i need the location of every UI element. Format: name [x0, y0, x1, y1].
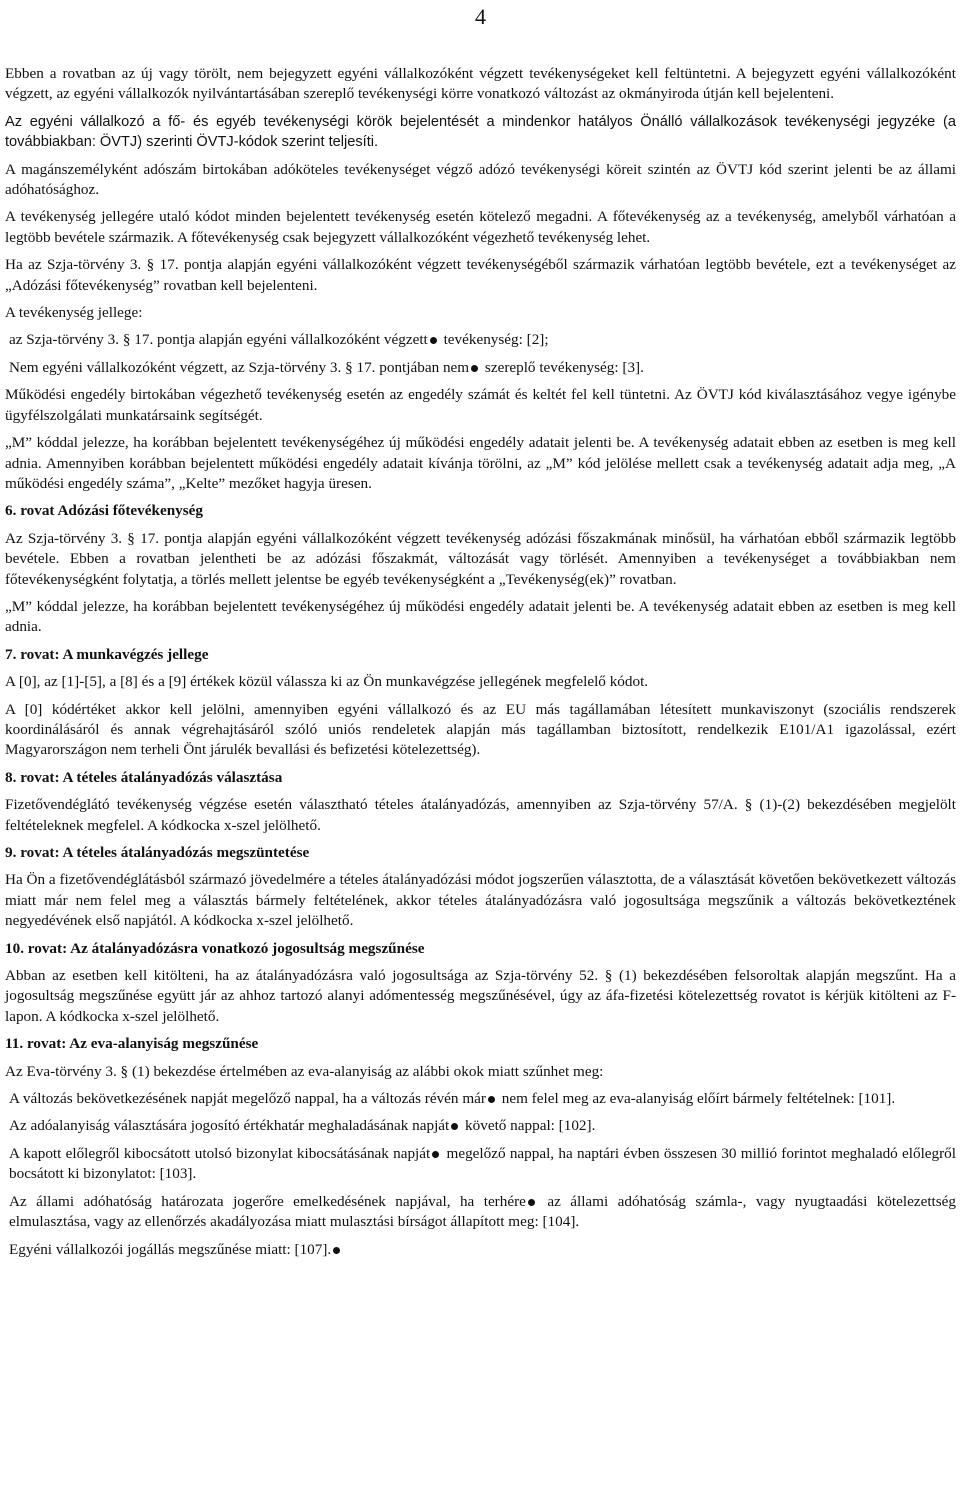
section-9-p1: Ha Ön a fizetővendéglátásból származó jövedelmére a tételes átalányadózási módot jogszerűen választotta, de a választását követően bekövetkezett változás miatt már nem felel meg a választás bármely feltételének, akkor tételes átalányadózásra való jogosultsága megszűnik a változás bekövetkeztének negyedévének első napjától. A kódkocka x-szel jelölhető.: [5, 871, 956, 930]
activity-code-paragraph: A tevékenység jellegére utaló kódot minden bejelentett tevékenység esetén kötelező megadni. A főtevékenység az a tevékenység, amelyből várhatóan a legtöbb bevétele származik. A főtevékenység csak bejegyzett vállalkozóként végezhető tevékenység lehet.: [5, 208, 956, 246]
bullet-icon: [451, 1123, 458, 1130]
license-paragraph: Működési engedély birtokában végezhető tevékenység esetén az engedély számát és keltét fel kell tüntetni. Az ÖVTJ kód kiválasztásához vegye igénybe ügyfélszolgálati munkatársaink segítségét.: [5, 386, 956, 424]
eva-reason-102: Az adóalanyiság választására jogosító értékhatár meghaladásának napját követő nappal: [102].: [9, 1117, 596, 1135]
section-6-p1: Az Szja-törvény 3. § 17. pontja alapján egyéni vállalkozóként végzett tevékenység adózási főszakmának minősül, ha várhatóan ebből származik legtöbb bevétele. Ebben a rovatban jelentheti be az adózási főszakmát, változását vagy törlését. Amennyiben a tevékenységet a továbbiakban nem főtevékenységként folytatja, a törlés mellett jelentse be egyéb tevékenységként a „Tevékenység(ek)” rovatban.: [5, 529, 956, 588]
section-7-p2: A [0] kódértéket akkor kell jelölni, amennyiben egyéni vállalkozó és az EU más tagállamában létesített munkaviszonyt (szociális rendszerek koordinálásáról és annak végrehajtásáról szóló uniós rendeletek alapján más tagállamban biztosított, rendelkezik E101/A1 igazolással, ezért Magyarországon nem terheli Önt járulék bevallási és befizetési kötelezettség).: [5, 700, 956, 759]
document-body: [5, 64, 956, 1267]
bullet-icon: [528, 1199, 535, 1206]
bullet-icon: [432, 1151, 439, 1158]
section-10-title: 10. rovat: Az átalányadózásra vonatkozó jogosultság megszűnése: [5, 939, 425, 957]
bullet-icon: [471, 365, 478, 372]
eva-reason-103: A kapott előlegről kibocsátott utolsó bizonylat kibocsátásának napját megelőző nappal, ha naptári évben összesen 30 millió forintot meghaladó előlegről bocsátott ki bizonylatot: [103].: [9, 1144, 956, 1183]
section-8-p1: Fizetővendéglátó tevékenység végzése esetén választható tételes átalányadózás, amennyiben az Szja-törvény 57/A. § (1)-(2) bekezdésében megjelölt feltételeknek megfelel. A kódkocka x-szel jelölhető.: [5, 796, 956, 834]
section-7-p1: A [0], az [1]-[5], a [8] és a [9] értékek közül válassza ki az Ön munkavégzése jellegének megfelelő kódot.: [5, 673, 649, 691]
activity-type-item-2: az Szja-törvény 3. § 17. pontja alapján egyéni vállalkozóként végzett tevékenység: [2];: [9, 331, 549, 349]
main-activity-paragraph: Ha az Szja-törvény 3. § 17. pontja alapján egyéni vállalkozóként végzett tevékenységéből származik várhatóan legtöbb bevétele, ezt a tevékenységet az „Adózási főtevékenység” rovatban kell bejelenteni.: [5, 256, 956, 294]
section-11-p1: Az Eva-törvény 3. § (1) bekezdése értelmében az eva-alanyiság az alábbi okok miatt szűnhet meg:: [5, 1062, 604, 1080]
eva-reason-107: Egyéni vállalkozói jogállás megszűnése miatt: [107].: [5, 1240, 956, 1260]
m-code-paragraph: „M” kóddal jelezze, ha korábban bejelentett tevékenységéhez új működési engedély adatait jelenti be. A tevékenység adatait ebben az esetben is meg kell adnia. Amennyiben korábban bejelentett működési engedély adatait kívánja törölni, az „M” kód jelölése mellett csak a tevékenység adatait adja meg, „A működési engedély száma”, „Kelte” mezőket hagyja üresen.: [5, 434, 956, 492]
activity-type-label: A tevékenység jellege:: [5, 304, 143, 322]
section-6-p2: „M” kóddal jelezze, ha korábban bejelentett tevékenységéhez új működési engedély adatait jelenti be. A tevékenység adatait ebben az esetben is meg kell adnia.: [5, 597, 956, 636]
section-7-title: 7. rovat: A munkavégzés jellege: [5, 645, 209, 663]
bullet-icon: [333, 1247, 340, 1254]
intro-paragraph: Ebben a rovatban az új vagy törölt, nem bejegyzett egyéni vállalkozóként végzett tevékenységeket kell feltüntetni. A bejegyzett egyéni vállalkozóként végzett, az egyéni vállalkozók nyilvántartásában szereplő tevékenységi körre vonatkozó változást az okmányiroda útján kell bejelenteni.: [5, 65, 956, 103]
eva-reason-101: A változás bekövetkezésének napját megelőző nappal, ha a változás révén már nem felel meg az eva-alanyiság előírt bármely feltételnek: [101].: [9, 1090, 896, 1108]
bullet-icon: [488, 1096, 495, 1103]
taxpayer-paragraph: A magánszemélyként adószám birtokában adóköteles tevékenységet végző adózó tevékenységi köreit szintén az ÖVTJ kód szerint jelenti be az állami adóhatósághoz.: [5, 160, 956, 199]
eva-reason-104: Az állami adóhatóság határozata jogerőre emelkedésének napjával, ha terhére az állami adóhatóság számla-, vagy nyugtaadási kötelezettség elmulasztása, vagy az ellenőrzés akadályozása miatt mulasztási bírságot állapított meg: [104].: [9, 1192, 957, 1231]
ovtj-paragraph: Az egyéni vállalkozó a fő- és egyéb tevékenységi körök bejelentését a mindenkor hatályos Önálló vállalkozások tevékenységi jegyzéke (a továbbiakban: ÖVTJ) szerinti ÖVTJ-kódok szerint teljesíti.: [5, 113, 956, 151]
section-8-title: 8. rovat: A tételes átalányadózás választása: [5, 768, 283, 786]
page-number: 4: [475, 4, 486, 29]
section-11-title: 11. rovat: Az eva-alanyiság megszűnése: [5, 1035, 259, 1053]
activity-type-item-3: Nem egyéni vállalkozóként végzett, az Szja-törvény 3. § 17. pontjában nem szereplő tevékenység: [3].: [9, 358, 644, 376]
section-6-title: 6. rovat Adózási főtevékenység: [5, 502, 203, 520]
bullet-icon: [430, 337, 437, 344]
section-10-p1: Abban az esetben kell kitölteni, ha az átalányadózásra való jogosultsága az Szja-törvény 52. § (1) bekezdésében felsoroltak alapján megszűnt. Ha a jogosultság megszűnése együtt jár az ahhoz tartozó alanyi adómentesség megszűnésével, úgy az áfa-fizetési kötelezettség rovatot is kérjük kitölteni az F-lapon. A kódkocka x-szel jelölhető.: [5, 967, 956, 1025]
section-9-title: 9. rovat: A tételes átalányadózás megszüntetése: [5, 844, 310, 861]
